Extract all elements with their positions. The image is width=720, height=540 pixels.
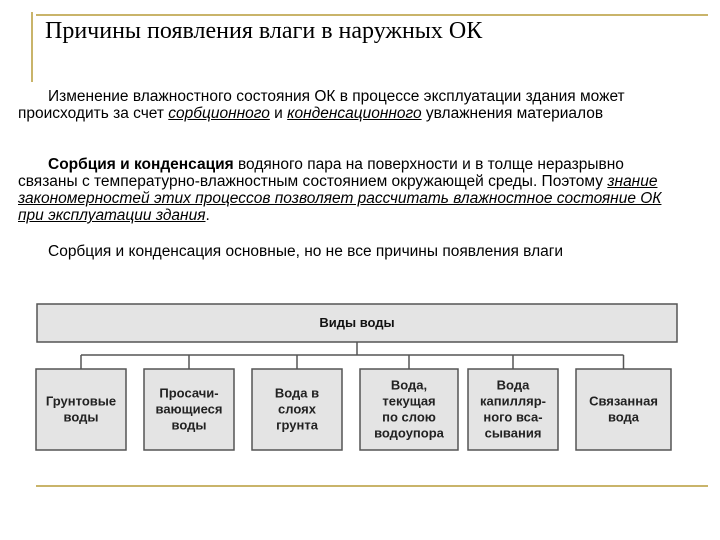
p1-term-condensation: конденсационного: [287, 105, 422, 122]
child-label-4-line-1: Вода,: [390, 377, 428, 393]
child-label-1-line-1: Грунтовые: [45, 393, 117, 409]
root-label: Виды воды: [319, 315, 395, 330]
p1-term-sorption: сорбционного: [168, 105, 270, 122]
child-label-6-line-2: вода: [607, 409, 640, 425]
child-label-3-line-2: слоях: [278, 401, 316, 417]
child-label-3-line-3: грунта: [276, 417, 318, 433]
p3-text: Сорбция и конденсация основные, но не все причины появления влаги: [48, 243, 564, 260]
child-label-4-line-2: текущая: [382, 393, 436, 409]
p1-text-2: и: [269, 105, 288, 122]
child-label-4-line-4: водоупора: [374, 425, 444, 441]
child-label-5-line-4: сывания: [484, 425, 542, 441]
p1-text-3: увлажнения материалов: [421, 105, 604, 122]
p2-bold-lead: Сорбция и конденсация: [48, 156, 234, 173]
child-label-3-line-1: Вода в: [274, 385, 320, 401]
child-label-4-line-3: по слою: [382, 409, 436, 425]
child-label-1-line-2: воды: [63, 409, 99, 425]
child-label-2-line-2: вающиеся: [155, 401, 223, 417]
p2-text-2: .: [205, 207, 210, 224]
p1-text-1: Изменение влажностного состояния ОК в процессе эксплуатации здания может происходить за счет: [18, 88, 625, 122]
child-label-5-line-3: ного вса-: [483, 409, 543, 425]
child-label-5-line-2: капилляр-: [480, 393, 546, 409]
child-label-6-line-1: Связанная: [589, 393, 658, 409]
child-label-2-line-1: Просачи-: [159, 385, 219, 401]
child-label-2-line-3: воды: [171, 417, 207, 433]
child-label-5-line-1: Вода: [496, 377, 530, 393]
p2-text-1: водяного пара на поверхности и в толще неразрывно связаны с температурно-влажностным состоянием окружающей среды. Поэтому: [18, 156, 624, 190]
p2-italic-statement: знание закономерностей этих процессов позволяет рассчитать влажностное состояние ОК при эксплуатации здания: [18, 173, 662, 224]
slide-title: Причины появления влаги в наружных ОК: [45, 18, 483, 44]
